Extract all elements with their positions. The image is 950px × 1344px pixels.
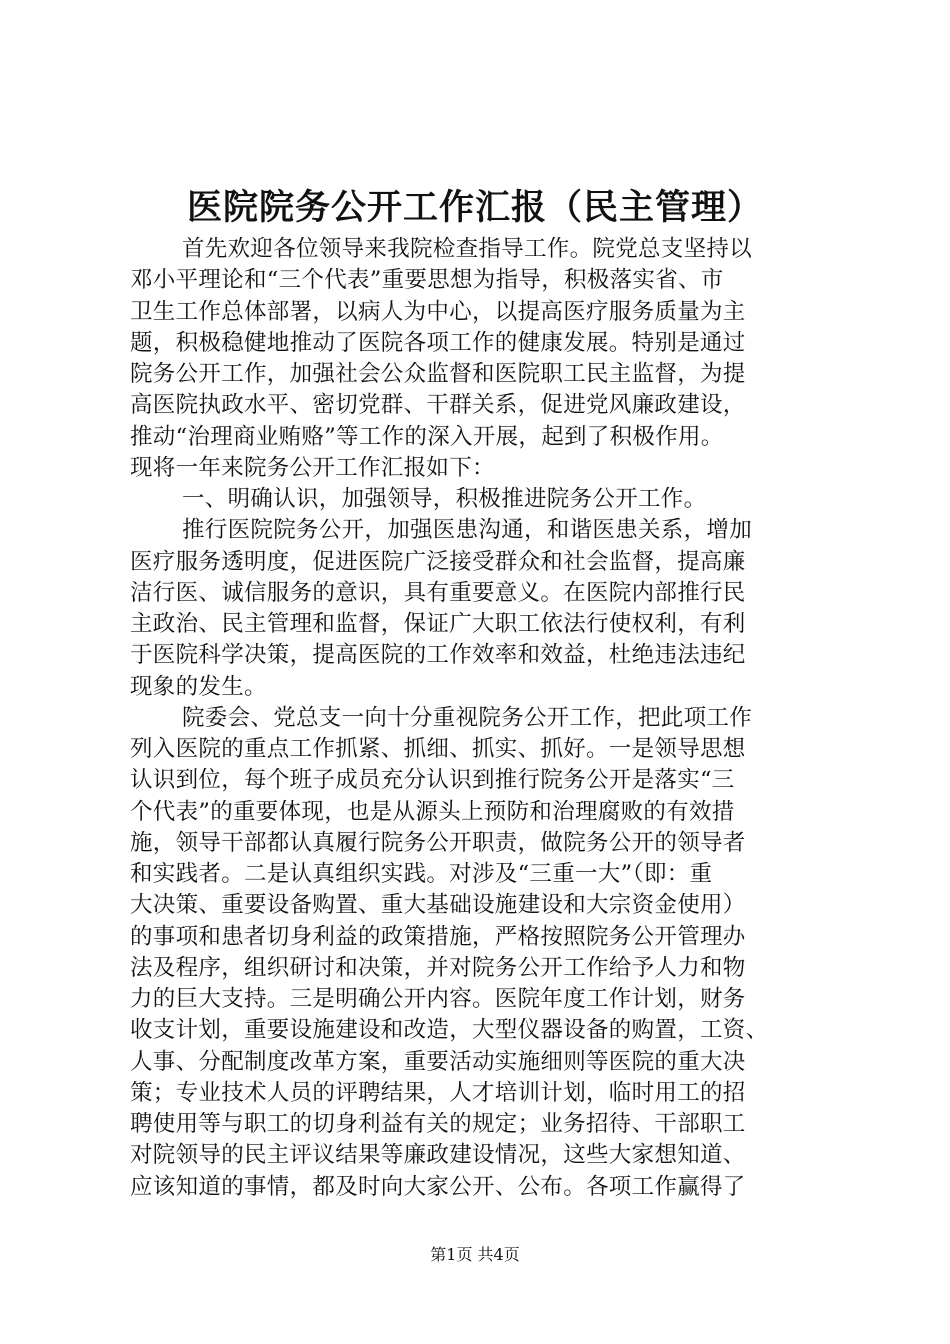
text-line: 现象的发生。 xyxy=(130,673,267,700)
document-body xyxy=(130,234,850,1203)
text-line: 现将一年来院务公开工作汇报如下： xyxy=(130,454,495,481)
text-line: 收支计划，重要设施建设和改造，大型仪器设备的购置，工资、 xyxy=(130,1017,769,1044)
text-line: 的事项和患者切身利益的政策措施，严格按照院务公开管理办 xyxy=(130,923,746,950)
text-line: 人事、分配制度改革方案，重要活动实施细则等医院的重大决 xyxy=(130,1048,746,1075)
document-title: 医院院务公开工作汇报（民主管理） xyxy=(186,187,763,228)
text-line: 于医院科学决策，提高医院的工作效率和效益，杜绝违法违纪 xyxy=(130,642,746,669)
text-line: 施，领导干部都认真履行院务公开职责，做院务公开的领导者 xyxy=(130,829,746,856)
section-heading: 一、明确认识，加强领导，积极推进院务公开工作。 xyxy=(182,486,707,512)
page-number-footer: 第1页 共4页 xyxy=(430,1245,520,1264)
text-line: 主政治、民主管理和监督，保证广大职工依法行使权利，有利 xyxy=(130,611,746,637)
text-line: 聘使用等与职工的切身利益有关的规定；业务招待、干部职工 xyxy=(130,1111,746,1137)
text-line: 和实践者。二是认真组织实践。对涉及“三重一大”（即：重 xyxy=(130,861,713,887)
text-line: 院务公开工作，加强社会公众监督和医院职工民主监督，为提 xyxy=(130,361,746,387)
text-line: 推行医院院务公开，加强医患沟通，和谐医患关系，增加 xyxy=(182,517,753,544)
text-line: 高医院执政水平、密切党群、干群关系，促进党风廉政建设， xyxy=(130,392,746,419)
text-line: 个代表”的重要体现，也是从源头上预防和治理腐败的有效措 xyxy=(130,798,735,825)
text-line: 题，积极稳健地推动了医院各项工作的健康发展。特别是通过 xyxy=(130,329,746,356)
text-line: 院委会、党总支一向十分重视院务公开工作，把此项工作 xyxy=(182,704,753,731)
text-line: 列入医院的重点工作抓紧、抓细、抓实、抓好。一是领导思想 xyxy=(130,736,746,762)
text-line: 应该知道的事情，都及时向大家公开、公布。各项工作赢得了 xyxy=(130,1173,746,1200)
text-line: 法及程序，组织研讨和决策，并对院务公开工作给予人力和物 xyxy=(130,954,746,981)
text-line: 卫生工作总体部署，以病人为中心，以提高医疗服务质量为主 xyxy=(130,298,746,325)
text-line: 对院领导的民主评议结果等廉政建设情况，这些大家想知道、 xyxy=(130,1142,746,1169)
text-line: 洁行医、诚信服务的意识，具有重要意义。在医院内部推行民 xyxy=(130,579,746,606)
text-line: 认识到位，每个班子成员充分认识到推行院务公开是落实“三 xyxy=(130,767,735,794)
text-line: 邓小平理论和“三个代表”重要思想为指导，积极落实省、市 xyxy=(130,267,724,294)
text-line: 医疗服务透明度，促进医院广泛接受群众和社会监督，提高廉 xyxy=(130,548,746,575)
text-line: 策；专业技术人员的评聘结果，人才培训计划，临时用工的招 xyxy=(130,1079,746,1106)
text-line: 首先欢迎各位领导来我院检查指导工作。院党总支坚持以 xyxy=(182,236,753,262)
text-line: 大决策、重要设备购置、重大基础设施建设和大宗资金使用） xyxy=(130,892,746,919)
text-line: 力的巨大支持。三是明确公开内容。医院年度工作计划，财务 xyxy=(130,986,746,1012)
text-line: 推动“治理商业贿赂”等工作的深入开展，起到了积极作用。 xyxy=(130,423,724,450)
